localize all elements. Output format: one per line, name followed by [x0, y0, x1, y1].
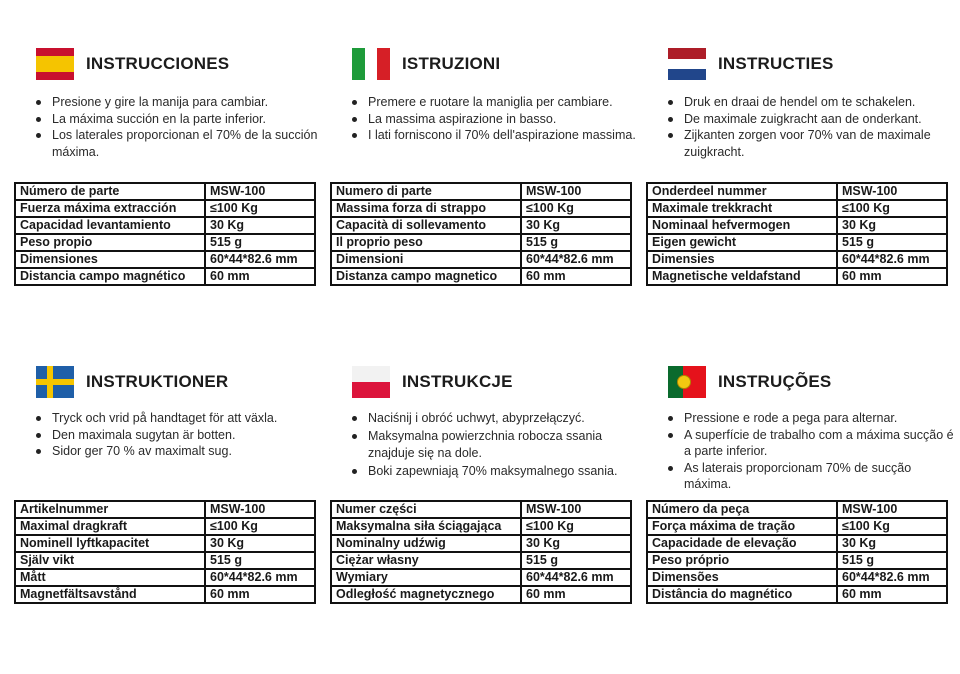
spec-value: 60 mm — [521, 268, 631, 285]
portugal-flag-icon — [668, 366, 706, 398]
list-item: Tryck och vrid på handtaget för att växla. — [52, 410, 322, 427]
spec-label: Numero di parte — [331, 183, 521, 200]
spec-table — [646, 182, 948, 286]
list-item: Los laterales proporcionan el 70% de la succión máxima. — [52, 127, 322, 160]
table-row — [647, 251, 947, 268]
spec-label: Massima forza di strappo — [331, 200, 521, 217]
netherlands-flag-icon — [668, 48, 706, 80]
spec-value: 60*44*82.6 mm — [205, 569, 315, 586]
spec-value: ≤100 Kg — [521, 200, 631, 217]
list-item: Maksymalna powierzchnia robocza ssania znajduje się na dole. — [368, 428, 638, 463]
spec-label: Eigen gewicht — [647, 234, 837, 251]
table-row — [647, 535, 947, 552]
table-row — [15, 268, 315, 285]
table-row — [647, 586, 947, 603]
instruction-list — [330, 410, 638, 480]
table-row — [331, 569, 631, 586]
section-title: INSTRUCCIONES — [86, 54, 230, 73]
spec-value: 60 mm — [205, 586, 315, 603]
table-row — [647, 569, 947, 586]
spec-value: 30 Kg — [205, 535, 315, 552]
section-title: INSTRUCTIES — [718, 54, 834, 73]
list-item: De maximale zuigkracht aan de onderkant. — [684, 111, 954, 128]
section-title: INSTRUKTIONER — [86, 372, 229, 391]
list-item: Zijkanten zorgen voor 70% van de maximale zuigkracht. — [684, 127, 954, 160]
section-title: ISTRUZIONI — [402, 54, 501, 73]
spec-label: Peso propio — [15, 234, 205, 251]
spec-value: ≤100 Kg — [837, 518, 947, 535]
section-header — [14, 46, 316, 82]
section-portuguese — [646, 364, 954, 601]
table-row — [331, 535, 631, 552]
table-row — [15, 535, 315, 552]
spec-label: Själv vikt — [15, 552, 205, 569]
table-row — [331, 200, 631, 217]
spec-value: ≤100 Kg — [205, 200, 315, 217]
table-row — [331, 586, 631, 603]
section-header — [14, 364, 316, 400]
spec-value: 60*44*82.6 mm — [521, 569, 631, 586]
table-row — [647, 501, 947, 518]
spec-value: 30 Kg — [521, 217, 631, 234]
spec-table — [330, 182, 632, 286]
instruction-list — [646, 94, 954, 160]
spec-label: Força máxima de tração — [647, 518, 837, 535]
table-row — [15, 183, 315, 200]
spec-label: Fuerza máxima extracción — [15, 200, 205, 217]
table-row — [331, 552, 631, 569]
spec-value: 60*44*82.6 mm — [521, 251, 631, 268]
list-item: Druk en draai de hendel om te schakelen. — [684, 94, 954, 111]
list-item: La massima aspirazione in basso. — [368, 111, 638, 128]
table-row — [331, 518, 631, 535]
section-header — [330, 364, 632, 400]
spec-value: 515 g — [521, 234, 631, 251]
list-item: Pressione e rode a pega para alternar. — [684, 410, 954, 427]
table-row — [647, 234, 947, 251]
spec-label: Peso próprio — [647, 552, 837, 569]
section-polish — [330, 364, 632, 601]
list-item: Naciśnij i obróć uchwyt, abyprzełączyć. — [368, 410, 638, 428]
spec-label: Dimensioni — [331, 251, 521, 268]
table-row — [15, 569, 315, 586]
section-header — [646, 46, 948, 82]
spec-value: 60 mm — [837, 268, 947, 285]
spec-table — [646, 500, 948, 604]
spec-value: MSW-100 — [521, 183, 631, 200]
table-row — [647, 518, 947, 535]
table-row — [15, 251, 315, 268]
spec-value: 515 g — [837, 234, 947, 251]
spec-value: MSW-100 — [837, 183, 947, 200]
spec-value: MSW-100 — [521, 501, 631, 518]
instruction-list — [14, 94, 322, 160]
spec-label: Nominalny udźwig — [331, 535, 521, 552]
spec-label: Dimensões — [647, 569, 837, 586]
table-row — [15, 501, 315, 518]
italy-flag-icon — [352, 48, 390, 80]
section-swedish — [14, 364, 316, 601]
spec-label: Mått — [15, 569, 205, 586]
spain-flag-icon — [36, 48, 74, 80]
table-row — [647, 552, 947, 569]
spec-value: 515 g — [205, 552, 315, 569]
spec-label: Magnetfältsavstånd — [15, 586, 205, 603]
table-row — [647, 217, 947, 234]
spec-label: Dimensiones — [15, 251, 205, 268]
list-item: Presione y gire la manija para cambiar. — [52, 94, 322, 111]
spec-value: ≤100 Kg — [205, 518, 315, 535]
table-row — [15, 200, 315, 217]
spec-label: Nominaal hefvermogen — [647, 217, 837, 234]
instruction-list — [14, 410, 322, 460]
spec-label: Nominell lyftkapacitet — [15, 535, 205, 552]
list-item: I lati forniscono il 70% dell'aspirazione massima. — [368, 127, 638, 144]
instruction-list — [330, 94, 638, 144]
list-item: A superfície de trabalho com a máxima sucção é a parte inferior. — [684, 427, 954, 458]
spec-value: 515 g — [837, 552, 947, 569]
list-item: Sidor ger 70 % av maximalt sug. — [52, 443, 322, 460]
spec-value: 515 g — [521, 552, 631, 569]
spec-label: Número de parte — [15, 183, 205, 200]
list-item: Boki zapewniają 70% maksymalnego ssania. — [368, 463, 638, 481]
spec-value: 60 mm — [837, 586, 947, 603]
spec-value: MSW-100 — [205, 183, 315, 200]
spec-label: Distância do magnético — [647, 586, 837, 603]
spec-table — [14, 500, 316, 604]
spec-table — [330, 500, 632, 604]
spec-value: 30 Kg — [837, 217, 947, 234]
list-item: As laterais proporcionam 70% de sucção máxima. — [684, 460, 954, 493]
spec-value: ≤100 Kg — [521, 518, 631, 535]
section-header — [646, 364, 948, 400]
section-spanish — [14, 46, 318, 283]
section-title: INSTRUÇÕES — [718, 372, 832, 391]
table-row — [331, 268, 631, 285]
instruction-list — [646, 410, 954, 493]
spec-label: Distancia campo magnético — [15, 268, 205, 285]
spec-label: Odległość magnetycznego — [331, 586, 521, 603]
spec-label: Dimensies — [647, 251, 837, 268]
spec-label: Número da peça — [647, 501, 837, 518]
table-row — [331, 183, 631, 200]
spec-label: Maximale trekkracht — [647, 200, 837, 217]
spec-value: MSW-100 — [205, 501, 315, 518]
spec-value: ≤100 Kg — [837, 200, 947, 217]
table-row — [331, 234, 631, 251]
spec-value: 30 Kg — [205, 217, 315, 234]
table-row — [331, 251, 631, 268]
spec-label: Capacità di sollevamento — [331, 217, 521, 234]
table-row — [331, 501, 631, 518]
spec-value: MSW-100 — [837, 501, 947, 518]
sweden-flag-icon — [36, 366, 74, 398]
spec-label: Wymiary — [331, 569, 521, 586]
table-row — [331, 217, 631, 234]
spec-label: Artikelnummer — [15, 501, 205, 518]
spec-value: 60 mm — [521, 586, 631, 603]
spec-label: Capacidad levantamiento — [15, 217, 205, 234]
section-header — [330, 46, 632, 82]
spec-label: Il proprio peso — [331, 234, 521, 251]
spec-label: Capacidade de elevação — [647, 535, 837, 552]
table-row — [15, 586, 315, 603]
spec-label: Distanza campo magnetico — [331, 268, 521, 285]
spec-value: 60 mm — [205, 268, 315, 285]
spec-label: Maksymalna siła ściągająca — [331, 518, 521, 535]
poland-flag-icon — [352, 366, 390, 398]
table-row — [647, 183, 947, 200]
table-row — [15, 518, 315, 535]
table-row — [15, 552, 315, 569]
table-row — [647, 268, 947, 285]
list-item: Premere e ruotare la maniglia per cambiare. — [368, 94, 638, 111]
list-item: Den maximala sugytan är botten. — [52, 427, 322, 444]
spec-label: Onderdeel nummer — [647, 183, 837, 200]
section-dutch — [646, 46, 948, 283]
list-item: La máxima succión en la parte inferior. — [52, 111, 322, 128]
spec-value: 60*44*82.6 mm — [837, 569, 947, 586]
spec-value: 60*44*82.6 mm — [205, 251, 315, 268]
section-title: INSTRUKCJE — [402, 372, 513, 391]
spec-value: 60*44*82.6 mm — [837, 251, 947, 268]
table-row — [15, 217, 315, 234]
spec-label: Ciężar własny — [331, 552, 521, 569]
spec-value: 30 Kg — [837, 535, 947, 552]
spec-label: Maximal dragkraft — [15, 518, 205, 535]
spec-label: Numer części — [331, 501, 521, 518]
section-italian — [330, 46, 636, 283]
spec-value: 515 g — [205, 234, 315, 251]
table-row — [647, 200, 947, 217]
table-row — [15, 234, 315, 251]
spec-label: Magnetische veldafstand — [647, 268, 837, 285]
spec-table — [14, 182, 316, 286]
spec-value: 30 Kg — [521, 535, 631, 552]
